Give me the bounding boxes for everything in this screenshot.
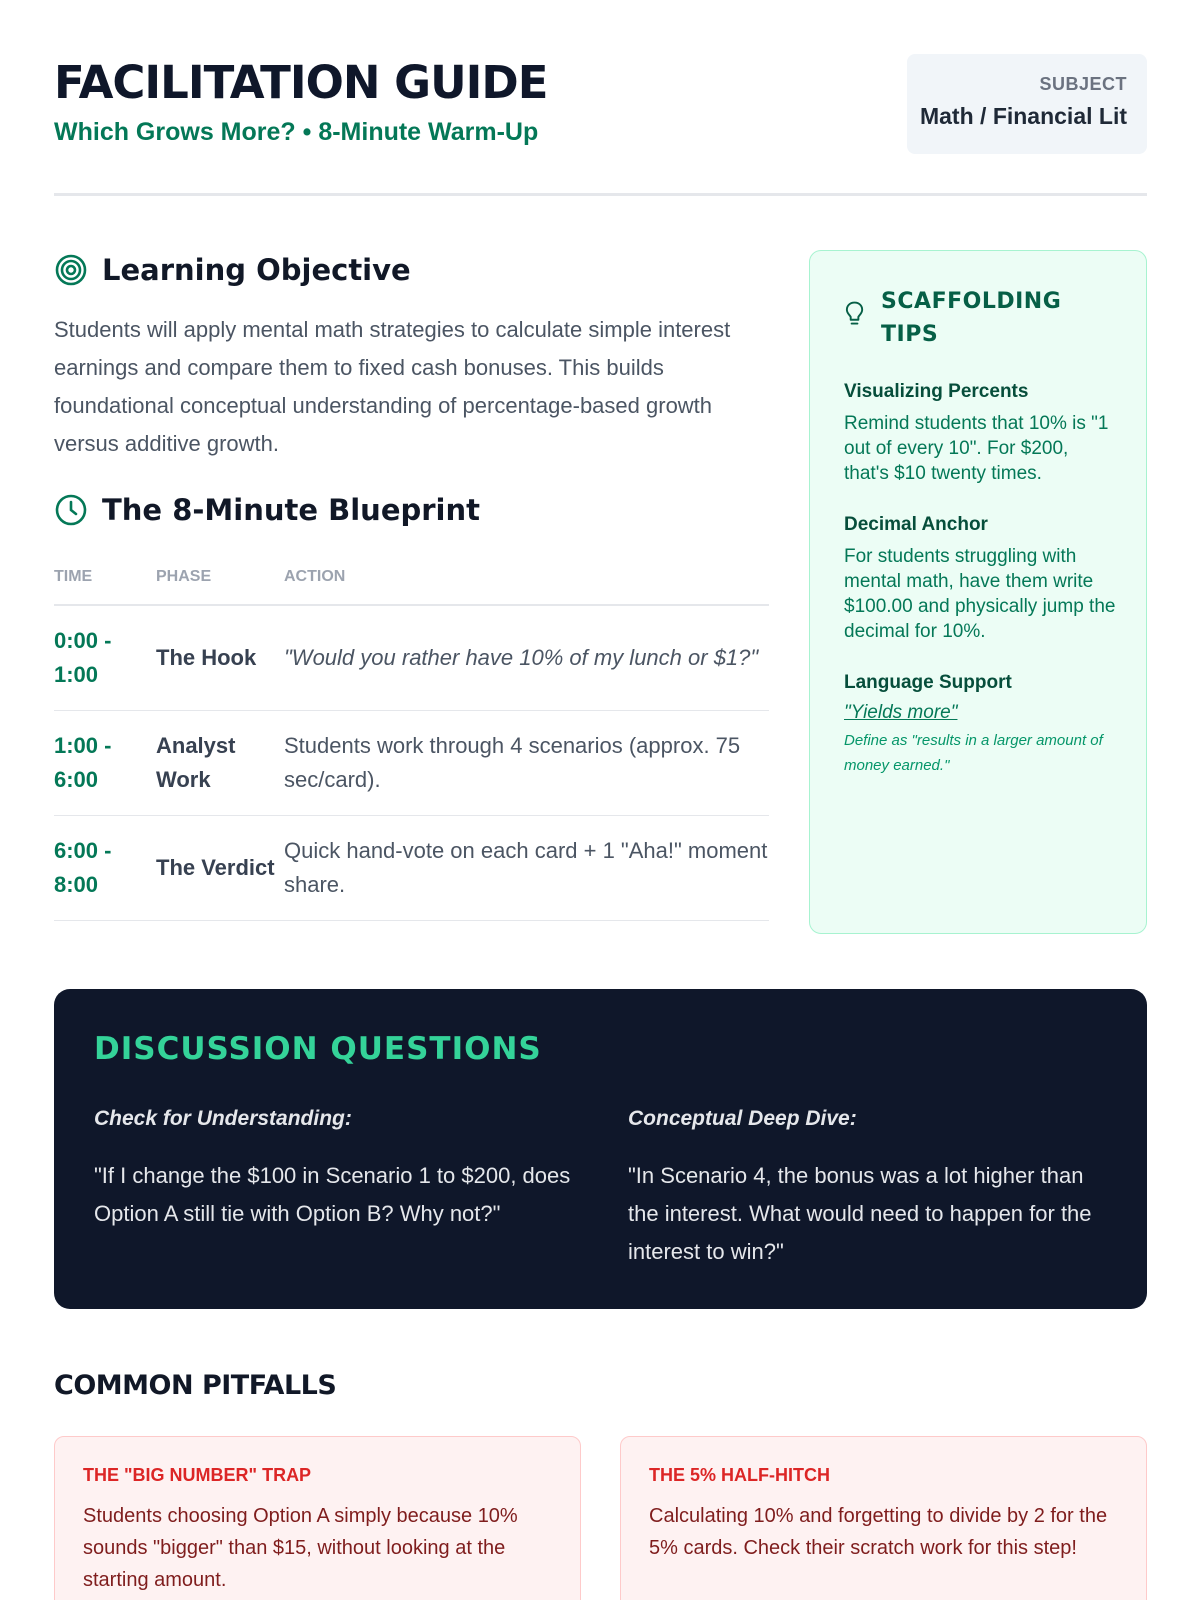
- page-title: FACILITATION GUIDE: [54, 56, 548, 109]
- tip-item: [844, 514, 1116, 644]
- page-subtitle: Which Grows More? • 8-Minute Warm-Up: [54, 118, 539, 146]
- blueprint-header-row: [54, 560, 769, 605]
- discussion-heading: DISCUSSION QUESTIONS: [94, 1031, 542, 1067]
- column-header-phase: PHASE: [156, 560, 284, 605]
- language-support-title: Language Support: [844, 672, 1012, 693]
- target-icon: [54, 253, 88, 287]
- tips-heading-row: [844, 285, 1116, 351]
- blueprint-table: [54, 560, 769, 921]
- tips-heading: SCAFFOLDING TIPS: [881, 289, 1062, 347]
- row-phase: Analyst Work: [156, 711, 284, 816]
- clock-icon: [54, 493, 88, 527]
- blueprint-heading-row: [54, 493, 480, 527]
- row-action: Quick hand-vote on each card + 1 "Aha!" moment share.: [284, 816, 769, 921]
- language-term-definition: Define as "results in a larger amount of money earned.": [844, 732, 1103, 774]
- subject-value: Math / Financial Lit: [919, 103, 1127, 129]
- question-label: Check for Understanding:: [94, 1107, 352, 1130]
- table-row: [54, 605, 769, 711]
- header: [54, 54, 1147, 154]
- pitfall-title: THE "BIG NUMBER" TRAP: [83, 1465, 312, 1485]
- pitfall-body: Calculating 10% and forgetting to divide by 2 for the 5% cards. Check their scratch work for this step!: [649, 1505, 1108, 1559]
- table-row: [54, 816, 769, 921]
- question-label: Conceptual Deep Dive:: [628, 1107, 857, 1130]
- language-term-link[interactable]: "Yields more": [844, 702, 958, 723]
- row-time: 6:00 - 8:00: [54, 816, 156, 921]
- tip-item: [844, 381, 1116, 486]
- lightbulb-icon: [844, 299, 865, 329]
- discussion-questions-panel: [54, 989, 1147, 1309]
- pitfall-body: Students choosing Option A simply because 10% sounds "bigger" than $15, without looking at the starting amount.: [83, 1505, 518, 1591]
- column-header-action: ACTION: [284, 560, 769, 605]
- row-phase: The Hook: [156, 605, 284, 711]
- table-row: [54, 711, 769, 816]
- tip-body: For students struggling with mental math, have them write $100.00 and physically jump the decimal for 10%.: [844, 546, 1116, 642]
- row-phase: The Verdict: [156, 816, 284, 921]
- row-action: "Would you rather have 10% of my lunch or $1?": [284, 605, 769, 711]
- objective-text: Students will apply mental math strategies to calculate simple interest earnings and compare them to fixed cash bonuses. This builds foundational conceptual understanding of percentage-based growth versus additive growth.: [54, 317, 731, 456]
- header-divider: [54, 193, 1147, 196]
- objective-heading-row: [54, 253, 411, 287]
- facilitation-guide-page: [54, 0, 1147, 1600]
- column-header-time: TIME: [54, 560, 156, 605]
- subject-badge: [907, 54, 1147, 154]
- blueprint-heading: The 8-Minute Blueprint: [102, 493, 480, 527]
- scaffolding-tips-panel: [809, 250, 1147, 934]
- question-text: "If I change the $100 in Scenario 1 to $200, does Option A still tie with Option B? Why not?": [94, 1163, 571, 1226]
- question-text: "In Scenario 4, the bonus was a lot higher than the interest. What would need to happen for the interest to win?": [628, 1163, 1092, 1264]
- tip-body: Remind students that 10% is "1 out of every 10". For $200, that's $10 twenty times.: [844, 413, 1109, 484]
- pitfall-card: [620, 1436, 1147, 1600]
- tip-title: Decimal Anchor: [844, 514, 988, 535]
- objective-heading: Learning Objective: [102, 253, 411, 287]
- language-support: [844, 672, 1116, 778]
- discussion-question: [628, 1107, 1108, 1271]
- pitfall-title: THE 5% HALF-HITCH: [649, 1465, 830, 1485]
- row-time: 1:00 - 6:00: [54, 711, 156, 816]
- row-action: Students work through 4 scenarios (approx. 75 sec/card).: [284, 711, 769, 816]
- tip-title: Visualizing Percents: [844, 381, 1029, 402]
- pitfall-card: [54, 1436, 581, 1600]
- subject-label: SUBJECT: [1039, 74, 1127, 94]
- discussion-question: [94, 1107, 574, 1233]
- row-time: 0:00 - 1:00: [54, 605, 156, 711]
- pitfalls-heading: COMMON PITFALLS: [54, 1370, 337, 1401]
